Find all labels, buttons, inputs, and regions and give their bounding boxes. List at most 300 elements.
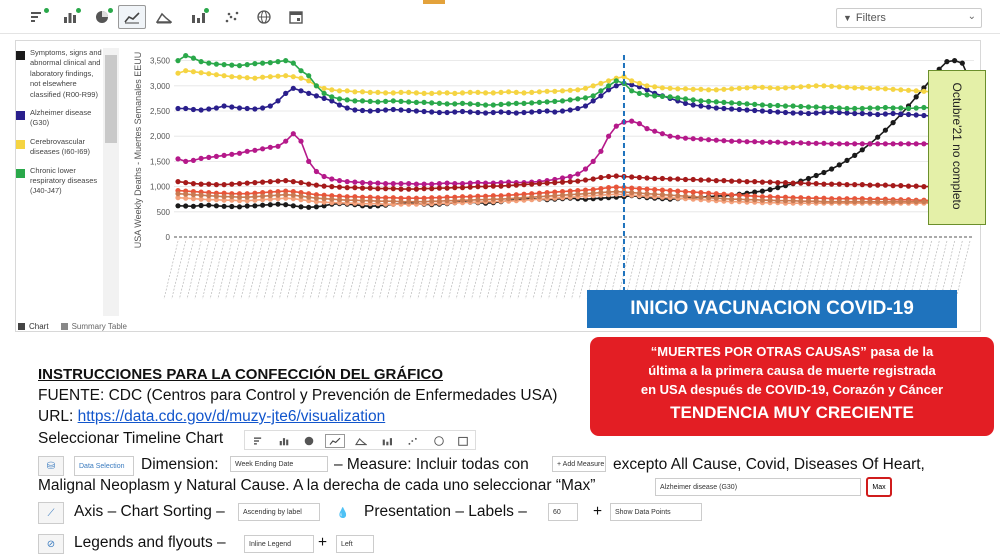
data-point[interactable]	[798, 181, 803, 186]
data-point[interactable]	[298, 204, 303, 209]
data-point[interactable]	[668, 193, 673, 198]
data-point[interactable]	[721, 87, 726, 92]
data-point[interactable]	[314, 93, 319, 98]
data-point[interactable]	[775, 86, 780, 91]
data-point[interactable]	[445, 110, 450, 115]
data-point[interactable]	[852, 106, 857, 111]
data-point[interactable]	[729, 139, 734, 144]
data-point[interactable]	[199, 182, 204, 187]
data-point[interactable]	[752, 85, 757, 90]
data-point[interactable]	[914, 94, 919, 99]
data-point[interactable]	[375, 108, 380, 113]
data-point[interactable]	[821, 83, 826, 88]
data-point[interactable]	[260, 61, 265, 66]
data-point[interactable]	[575, 171, 580, 176]
data-point[interactable]	[506, 101, 511, 106]
data-point[interactable]	[706, 195, 711, 200]
data-point[interactable]	[345, 198, 350, 203]
data-point[interactable]	[883, 128, 888, 133]
data-point[interactable]	[760, 85, 765, 90]
data-point[interactable]	[660, 188, 665, 193]
data-point[interactable]	[483, 110, 488, 115]
data-point[interactable]	[199, 203, 204, 208]
data-point[interactable]	[783, 180, 788, 185]
data-point[interactable]	[475, 197, 480, 202]
data-point[interactable]	[383, 181, 388, 186]
data-point[interactable]	[875, 105, 880, 110]
data-point[interactable]	[468, 198, 473, 203]
data-point[interactable]	[383, 90, 388, 95]
data-point[interactable]	[921, 113, 926, 118]
data-point[interactable]	[683, 177, 688, 182]
data-point[interactable]	[829, 182, 834, 187]
data-point[interactable]	[337, 96, 342, 101]
data-point[interactable]	[921, 199, 926, 204]
data-point[interactable]	[291, 193, 296, 198]
data-point[interactable]	[698, 190, 703, 195]
data-point[interactable]	[752, 197, 757, 202]
data-point[interactable]	[768, 85, 773, 90]
data-point[interactable]	[675, 95, 680, 100]
data-point[interactable]	[852, 182, 857, 187]
data-point[interactable]	[206, 203, 211, 208]
data-point[interactable]	[744, 107, 749, 112]
data-point[interactable]	[883, 199, 888, 204]
data-point[interactable]	[791, 110, 796, 115]
data-point[interactable]	[191, 181, 196, 186]
data-point[interactable]	[691, 136, 696, 141]
data-point[interactable]	[783, 140, 788, 145]
data-point[interactable]	[798, 199, 803, 204]
data-point[interactable]	[414, 187, 419, 192]
tab-chart[interactable]	[18, 319, 49, 333]
data-point[interactable]	[768, 140, 773, 145]
data-point[interactable]	[229, 104, 234, 109]
data-point[interactable]	[206, 61, 211, 66]
data-point[interactable]	[437, 199, 442, 204]
data-point[interactable]	[360, 108, 365, 113]
data-point[interactable]	[614, 185, 619, 190]
data-point[interactable]	[329, 184, 334, 189]
data-point[interactable]	[298, 180, 303, 185]
data-point[interactable]	[583, 95, 588, 100]
data-point[interactable]	[360, 198, 365, 203]
data-point[interactable]	[275, 74, 280, 79]
data-point[interactable]	[783, 198, 788, 203]
data-point[interactable]	[714, 105, 719, 110]
data-point[interactable]	[552, 109, 557, 114]
data-point[interactable]	[414, 90, 419, 95]
data-point[interactable]	[422, 109, 427, 114]
data-point[interactable]	[914, 112, 919, 117]
data-point[interactable]	[314, 83, 319, 88]
data-point[interactable]	[737, 107, 742, 112]
data-point[interactable]	[668, 188, 673, 193]
data-point[interactable]	[191, 56, 196, 61]
data-point[interactable]	[291, 74, 296, 79]
data-point[interactable]	[714, 99, 719, 104]
data-point[interactable]	[183, 180, 188, 185]
data-point[interactable]	[791, 140, 796, 145]
data-point[interactable]	[891, 111, 896, 116]
data-point[interactable]	[875, 141, 880, 146]
data-point[interactable]	[175, 191, 180, 196]
data-point[interactable]	[860, 147, 865, 152]
data-point[interactable]	[568, 174, 573, 179]
data-point[interactable]	[352, 180, 357, 185]
data-point[interactable]	[222, 103, 227, 108]
data-point[interactable]	[721, 100, 726, 105]
data-point[interactable]	[768, 109, 773, 114]
data-point[interactable]	[460, 109, 465, 114]
data-point[interactable]	[437, 90, 442, 95]
data-point[interactable]	[598, 88, 603, 93]
data-point[interactable]	[614, 173, 619, 178]
data-point[interactable]	[706, 99, 711, 104]
data-point[interactable]	[814, 181, 819, 186]
data-point[interactable]	[375, 90, 380, 95]
data-point[interactable]	[260, 180, 265, 185]
data-point[interactable]	[306, 73, 311, 78]
data-point[interactable]	[306, 182, 311, 187]
data-point[interactable]	[644, 191, 649, 196]
data-point[interactable]	[844, 141, 849, 146]
data-point[interactable]	[698, 137, 703, 142]
data-point[interactable]	[691, 102, 696, 107]
data-point[interactable]	[844, 158, 849, 163]
data-point[interactable]	[414, 108, 419, 113]
data-point[interactable]	[668, 176, 673, 181]
data-point[interactable]	[921, 105, 926, 110]
data-point[interactable]	[483, 197, 488, 202]
data-point[interactable]	[391, 181, 396, 186]
data-point[interactable]	[360, 180, 365, 185]
data-point[interactable]	[844, 199, 849, 204]
data-point[interactable]	[245, 62, 250, 67]
data-point[interactable]	[906, 141, 911, 146]
data-point[interactable]	[222, 153, 227, 158]
data-point[interactable]	[314, 204, 319, 209]
data-point[interactable]	[245, 149, 250, 154]
data-point[interactable]	[275, 144, 280, 149]
data-point[interactable]	[237, 105, 242, 110]
data-point[interactable]	[483, 90, 488, 95]
data-point[interactable]	[883, 141, 888, 146]
data-point[interactable]	[698, 177, 703, 182]
data-point[interactable]	[283, 192, 288, 197]
data-point[interactable]	[606, 185, 611, 190]
data-point[interactable]	[598, 93, 603, 98]
data-point[interactable]	[652, 93, 657, 98]
data-point[interactable]	[398, 90, 403, 95]
data-point[interactable]	[737, 101, 742, 106]
data-point[interactable]	[352, 89, 357, 94]
data-point[interactable]	[429, 91, 434, 96]
data-point[interactable]	[275, 59, 280, 64]
data-point[interactable]	[275, 179, 280, 184]
data-point[interactable]	[552, 180, 557, 185]
tab-summary-table[interactable]	[61, 319, 127, 333]
data-point[interactable]	[898, 183, 903, 188]
data-point[interactable]	[322, 174, 327, 179]
data-point[interactable]	[222, 194, 227, 199]
data-point[interactable]	[829, 166, 834, 171]
data-point[interactable]	[545, 89, 550, 94]
data-point[interactable]	[298, 68, 303, 73]
data-point[interactable]	[875, 112, 880, 117]
data-point[interactable]	[191, 69, 196, 74]
data-point[interactable]	[214, 72, 219, 77]
data-point[interactable]	[744, 179, 749, 184]
data-point[interactable]	[760, 198, 765, 203]
data-point[interactable]	[806, 84, 811, 89]
data-point[interactable]	[191, 192, 196, 197]
data-point[interactable]	[914, 199, 919, 204]
data-point[interactable]	[891, 87, 896, 92]
data-point[interactable]	[206, 182, 211, 187]
data-point[interactable]	[914, 184, 919, 189]
data-point[interactable]	[568, 88, 573, 93]
data-point[interactable]	[921, 89, 926, 94]
data-point[interactable]	[521, 182, 526, 187]
data-point[interactable]	[883, 86, 888, 91]
data-point[interactable]	[652, 84, 657, 89]
data-point[interactable]	[445, 181, 450, 186]
data-point[interactable]	[214, 62, 219, 67]
data-point[interactable]	[598, 149, 603, 154]
data-point[interactable]	[791, 103, 796, 108]
data-point[interactable]	[591, 83, 596, 88]
data-point[interactable]	[668, 94, 673, 99]
data-point[interactable]	[691, 177, 696, 182]
data-point[interactable]	[729, 179, 734, 184]
data-point[interactable]	[629, 186, 634, 191]
data-point[interactable]	[806, 181, 811, 186]
data-point[interactable]	[860, 111, 865, 116]
data-point[interactable]	[875, 86, 880, 91]
data-point[interactable]	[268, 74, 273, 79]
data-point[interactable]	[744, 101, 749, 106]
data-point[interactable]	[660, 176, 665, 181]
data-point[interactable]	[691, 194, 696, 199]
data-point[interactable]	[860, 85, 865, 90]
data-point[interactable]	[629, 174, 634, 179]
data-point[interactable]	[283, 202, 288, 207]
data-point[interactable]	[329, 176, 334, 181]
data-point[interactable]	[252, 61, 257, 66]
data-point[interactable]	[637, 186, 642, 191]
data-point[interactable]	[460, 90, 465, 95]
data-point[interactable]	[675, 176, 680, 181]
data-point[interactable]	[306, 159, 311, 164]
data-point[interactable]	[191, 204, 196, 209]
data-point[interactable]	[229, 63, 234, 68]
data-point[interactable]	[798, 84, 803, 89]
data-point[interactable]	[506, 196, 511, 201]
data-point[interactable]	[637, 121, 642, 126]
data-point[interactable]	[445, 186, 450, 191]
data-point[interactable]	[414, 199, 419, 204]
data-point[interactable]	[468, 101, 473, 106]
data-point[interactable]	[721, 138, 726, 143]
data-point[interactable]	[437, 101, 442, 106]
data-point[interactable]	[445, 198, 450, 203]
data-point[interactable]	[675, 135, 680, 140]
data-point[interactable]	[452, 109, 457, 114]
data-point[interactable]	[406, 187, 411, 192]
data-point[interactable]	[660, 94, 665, 99]
legend-item[interactable]	[16, 166, 102, 197]
data-point[interactable]	[914, 141, 919, 146]
data-point[interactable]	[229, 204, 234, 209]
data-point[interactable]	[491, 197, 496, 202]
data-point[interactable]	[337, 88, 342, 93]
data-point[interactable]	[791, 198, 796, 203]
data-point[interactable]	[760, 189, 765, 194]
data-point[interactable]	[521, 110, 526, 115]
data-point[interactable]	[875, 135, 880, 140]
data-point[interactable]	[768, 198, 773, 203]
data-point[interactable]	[875, 183, 880, 188]
legend-item[interactable]	[16, 137, 102, 158]
data-point[interactable]	[268, 202, 273, 207]
data-point[interactable]	[714, 191, 719, 196]
data-point[interactable]	[422, 182, 427, 187]
data-point[interactable]	[199, 107, 204, 112]
data-point[interactable]	[406, 90, 411, 95]
data-point[interactable]	[821, 199, 826, 204]
data-point[interactable]	[368, 108, 373, 113]
data-point[interactable]	[883, 111, 888, 116]
data-point[interactable]	[199, 70, 204, 75]
data-point[interactable]	[637, 175, 642, 180]
data-point[interactable]	[545, 194, 550, 199]
data-point[interactable]	[206, 155, 211, 160]
data-point[interactable]	[783, 85, 788, 90]
data-point[interactable]	[729, 192, 734, 197]
data-point[interactable]	[214, 203, 219, 208]
data-point[interactable]	[829, 141, 834, 146]
data-point[interactable]	[229, 152, 234, 157]
data-point[interactable]	[568, 192, 573, 197]
data-point[interactable]	[452, 198, 457, 203]
data-point[interactable]	[860, 106, 865, 111]
data-point[interactable]	[698, 98, 703, 103]
data-point[interactable]	[752, 108, 757, 113]
data-point[interactable]	[721, 196, 726, 201]
data-point[interactable]	[898, 141, 903, 146]
globe-icon[interactable]	[250, 5, 278, 29]
data-point[interactable]	[260, 194, 265, 199]
legend-scrollbar-thumb[interactable]	[105, 55, 117, 143]
column-chart-icon[interactable]	[184, 5, 212, 29]
data-point[interactable]	[891, 199, 896, 204]
data-point[interactable]	[245, 106, 250, 111]
data-point[interactable]	[906, 88, 911, 93]
data-point[interactable]	[491, 184, 496, 189]
data-point[interactable]	[791, 85, 796, 90]
data-point[interactable]	[529, 195, 534, 200]
data-point[interactable]	[183, 192, 188, 197]
data-point[interactable]	[875, 199, 880, 204]
data-point[interactable]	[383, 107, 388, 112]
data-point[interactable]	[322, 86, 327, 91]
data-point[interactable]	[452, 91, 457, 96]
data-point[interactable]	[867, 105, 872, 110]
data-point[interactable]	[391, 107, 396, 112]
data-point[interactable]	[260, 203, 265, 208]
data-point[interactable]	[452, 101, 457, 106]
data-point[interactable]	[422, 100, 427, 105]
data-point[interactable]	[329, 197, 334, 202]
data-point[interactable]	[829, 199, 834, 204]
data-point[interactable]	[406, 181, 411, 186]
data-point[interactable]	[583, 191, 588, 196]
data-point[interactable]	[360, 98, 365, 103]
data-point[interactable]	[514, 196, 519, 201]
data-point[interactable]	[214, 182, 219, 187]
data-point[interactable]	[429, 109, 434, 114]
data-point[interactable]	[237, 195, 242, 200]
data-point[interactable]	[468, 90, 473, 95]
data-point[interactable]	[660, 131, 665, 136]
data-point[interactable]	[591, 159, 596, 164]
data-point[interactable]	[768, 180, 773, 185]
data-point[interactable]	[891, 120, 896, 125]
data-point[interactable]	[668, 86, 673, 91]
data-point[interactable]	[806, 176, 811, 181]
data-point[interactable]	[537, 100, 542, 105]
data-point[interactable]	[683, 194, 688, 199]
data-point[interactable]	[737, 197, 742, 202]
data-point[interactable]	[914, 88, 919, 93]
data-point[interactable]	[606, 190, 611, 195]
data-point[interactable]	[337, 102, 342, 107]
data-point[interactable]	[575, 192, 580, 197]
data-point[interactable]	[283, 58, 288, 63]
data-point[interactable]	[283, 139, 288, 144]
data-point[interactable]	[837, 162, 842, 167]
data-point[interactable]	[514, 183, 519, 188]
data-point[interactable]	[268, 179, 273, 184]
data-point[interactable]	[891, 141, 896, 146]
data-point[interactable]	[775, 103, 780, 108]
data-point[interactable]	[583, 177, 588, 182]
data-point[interactable]	[829, 105, 834, 110]
data-point[interactable]	[252, 203, 257, 208]
data-point[interactable]	[183, 53, 188, 58]
data-point[interactable]	[806, 111, 811, 116]
data-point[interactable]	[222, 62, 227, 67]
data-point[interactable]	[322, 91, 327, 96]
legend-item[interactable]	[16, 108, 102, 129]
data-point[interactable]	[814, 173, 819, 178]
data-point[interactable]	[921, 141, 926, 146]
data-point[interactable]	[529, 182, 534, 187]
data-point[interactable]	[337, 178, 342, 183]
data-point[interactable]	[860, 199, 865, 204]
data-point[interactable]	[775, 185, 780, 190]
data-point[interactable]	[714, 138, 719, 143]
data-point[interactable]	[545, 108, 550, 113]
data-point[interactable]	[775, 109, 780, 114]
data-point[interactable]	[583, 103, 588, 108]
data-point[interactable]	[252, 106, 257, 111]
data-point[interactable]	[199, 193, 204, 198]
data-point[interactable]	[560, 193, 565, 198]
data-point[interactable]	[852, 199, 857, 204]
data-point[interactable]	[352, 185, 357, 190]
